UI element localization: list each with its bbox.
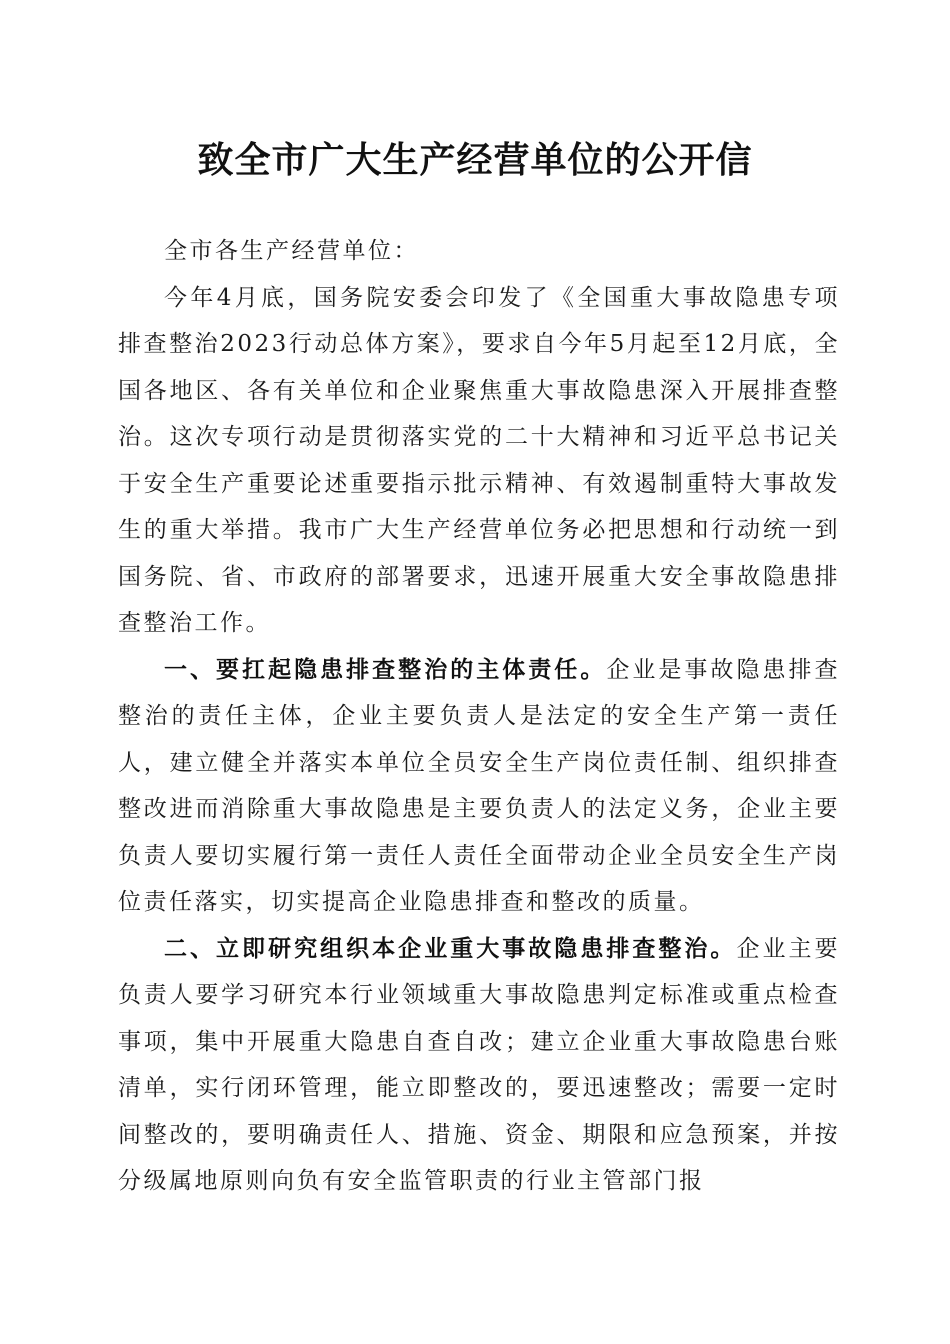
section-text-1: 企业是事故隐患排查整治的责任主体，企业主要负责人是法定的安全生产第一责任人，建立健全并落实本单位全员安全生产岗位责任制、组织排查整改进而消除重大事故隐患是主要负责人的法定义务，企业主要负责人要切实履行第一责任人责任全面带动企业全员安全生产岗位责任落实，切实提高企业隐患排查和整改的质量。 [118,656,841,915]
section-heading-1: 一、要扛起隐患排查整治的主体责任。 [164,655,607,683]
section-heading-2: 二、立即研究组织本企业重大事故隐患排查整治。 [164,934,737,962]
document-body [118,228,840,1205]
document-title: 致全市广大生产经营单位的公开信 [197,139,753,181]
section-text-2: 企业主要负责人要学习研究本行业领域重大事故隐患判定标准或重点检查事项，集中开展重大隐患自查自改；建立企业重大事故隐患台账清单，实行闭环管理，能立即整改的，要迅速整改；需要一定时间整改的，要明确责任人、措施、资金、期限和应急预案，并按分级属地原则向负有安全监管职责的行业主管部门报 [118,935,841,1194]
section-paragraph-2 [118,926,840,1205]
salutation: 全市各生产经营单位： [164,238,419,264]
intro-paragraph: 今年4月底，国务院安委会印发了《全国重大事故隐患专项排查整治2023行动总体方案》，要求自今年5月起至12月底，全国各地区、各有关单位和企业聚焦重大事故隐患深入开展排查整治。这次专项行动是贯彻落实党的二十大精神和习近平总书记关于安全生产重要论述重要指示批示精神、有效遏制重特大事故发生的重大举措。我市广大生产经营单位务必把思想和行动统一到国务院、省、市政府的部署要求，迅速开展重大安全事故隐患排查整治工作。 [118,284,840,636]
section-paragraph-1 [118,647,840,926]
